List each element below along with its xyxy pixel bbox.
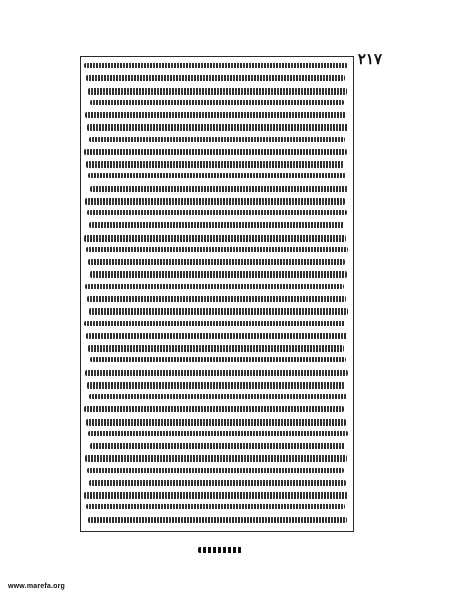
manuscript-line xyxy=(90,443,345,449)
manuscript-line xyxy=(87,468,344,473)
manuscript-line xyxy=(84,149,347,155)
manuscript-line xyxy=(88,431,348,436)
manuscript-line xyxy=(84,235,346,242)
manuscript-line xyxy=(85,370,348,376)
manuscript-line xyxy=(89,137,345,142)
manuscript-line xyxy=(86,161,344,168)
manuscript-line xyxy=(86,333,347,339)
manuscript-line xyxy=(89,394,347,399)
manuscript-line xyxy=(86,419,346,426)
manuscript-line xyxy=(89,222,344,228)
manuscript-line xyxy=(84,492,348,499)
manuscript-line xyxy=(87,382,345,389)
manuscript-line xyxy=(86,247,348,252)
footer-url: www.marefa.org xyxy=(8,583,65,590)
manuscript-line xyxy=(86,75,345,81)
manuscript-line xyxy=(90,100,344,105)
manuscript-line xyxy=(89,308,348,315)
manuscript-line xyxy=(88,173,346,178)
manuscript-line xyxy=(85,455,347,462)
manuscript-line xyxy=(90,186,348,192)
manuscript-line xyxy=(89,480,346,486)
manuscript-line xyxy=(86,504,345,509)
manuscript-line xyxy=(87,210,347,215)
manuscript-text-block xyxy=(84,60,348,526)
manuscript-line xyxy=(90,271,347,278)
manuscript-line xyxy=(90,357,346,362)
manuscript-line xyxy=(85,112,346,118)
manuscript-line xyxy=(88,345,344,352)
manuscript-line xyxy=(88,259,345,265)
manuscript-line xyxy=(85,284,344,289)
manuscript-line xyxy=(88,517,347,523)
manuscript-line xyxy=(88,88,347,95)
manuscript-line xyxy=(84,63,348,68)
catchword-script xyxy=(198,547,242,553)
catchword xyxy=(198,544,242,556)
manuscript-line xyxy=(87,296,346,302)
manuscript-line xyxy=(84,321,345,326)
page-number: ٢١٧ xyxy=(357,50,382,68)
manuscript-line xyxy=(84,406,344,412)
manuscript-line xyxy=(85,198,345,205)
manuscript-line xyxy=(87,124,348,131)
